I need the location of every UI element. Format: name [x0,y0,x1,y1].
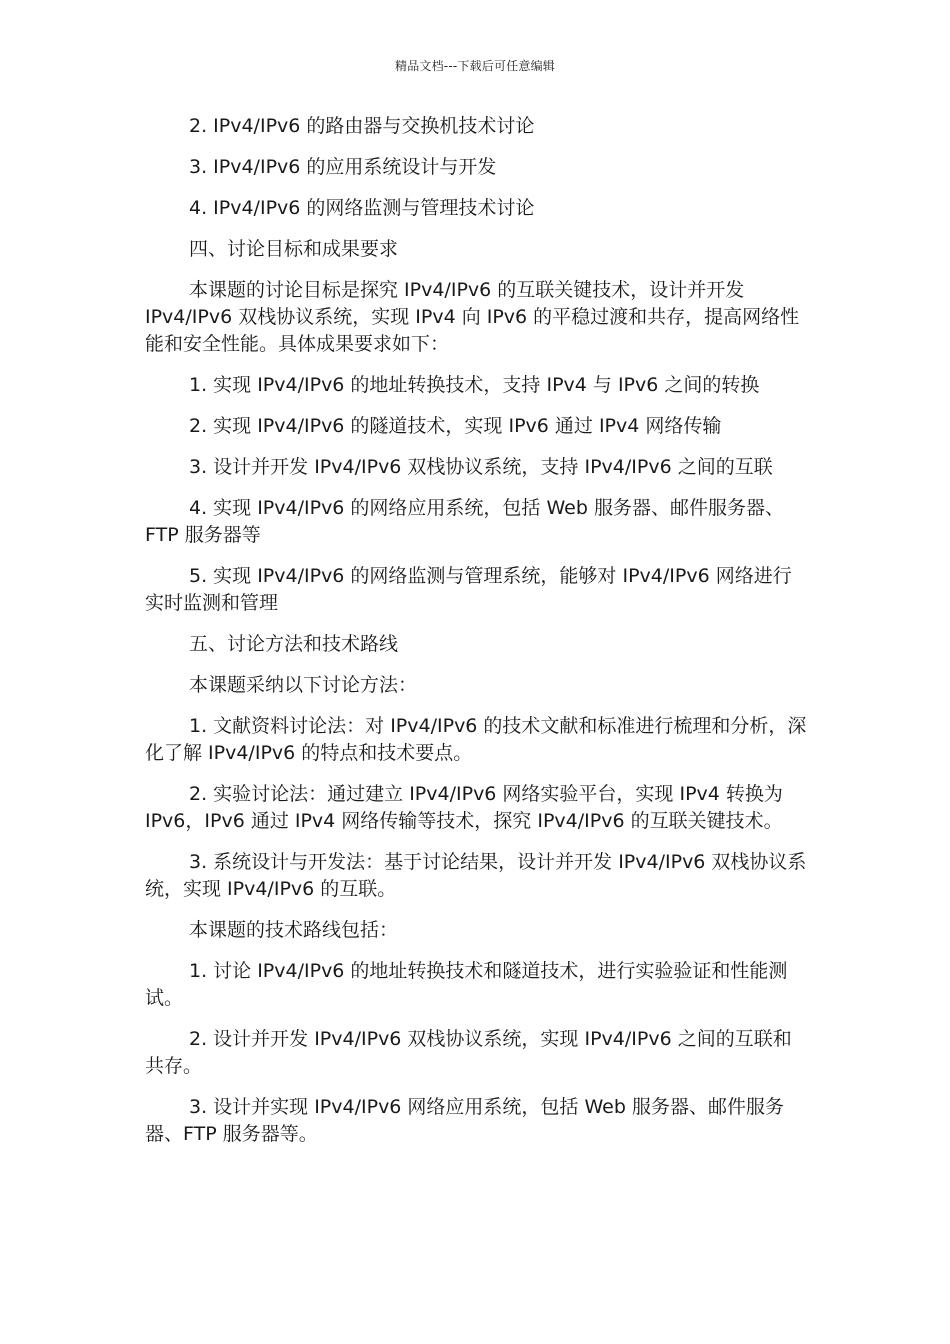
list-item: 3. IPv4/IPv6 的应用系统设计与开发 [189,156,497,178]
list-item: 1. 文献资料讨论法：对 IPv4/IPv6 的技术文献和标准进行梳理和分析，深化了解 IPv4/IPv6 的特点和技术要点。 [145,715,807,764]
list-item: 2. 实验讨论法：通过建立 IPv4/IPv6 网络实验平台，实现 IPv4 转换为 IPv6，IPv6 通过 IPv4 网络传输等技术，探究 IPv4/IPv6 的互联关键技术。 [145,783,783,832]
list-item: 4. 实现 IPv4/IPv6 的网络应用系统，包括 Web 服务器、邮件服务器、FTP 服务器等 [145,497,784,546]
list-item: 2. 实现 IPv4/IPv6 的隧道技术，实现 IPv6 通过 IPv4 网络传输 [189,415,722,437]
list-item: 3. 设计并开发 IPv4/IPv6 双栈协议系统，支持 IPv4/IPv6 之间的互联 [189,456,773,478]
list-item: 2. IPv4/IPv6 的路由器与交换机技术讨论 [189,115,535,137]
section-heading: 四、讨论目标和成果要求 [189,238,399,260]
list-item: 1. 讨论 IPv4/IPv6 的地址转换技术和隧道技术，进行实验验证和性能测试。 [145,960,788,1009]
list-item: 3. 设计并实现 IPv4/IPv6 网络应用系统，包括 Web 服务器、邮件服务器、FTP 服务器等。 [145,1096,784,1145]
page-header: 精品文档---下载后可任意编辑 [395,59,555,73]
section-heading: 五、讨论方法和技术路线 [189,633,399,655]
body-paragraph: 本课题的技术路线包括： [189,919,399,941]
list-item: 5. 实现 IPv4/IPv6 的网络监测与管理系统，能够对 IPv4/IPv6 网络进行实时监测和管理 [145,565,792,614]
list-item: 3. 系统设计与开发法：基于讨论结果，设计并开发 IPv4/IPv6 双栈协议系统，实现 IPv4/IPv6 的互联。 [145,851,807,900]
body-paragraph: 本课题的讨论目标是探究 IPv4/IPv6 的互联关键技术，设计并开发 IPv4/IPv6 双栈协议系统，实现 IPv4 向 IPv6 的平稳过渡和共存，提高网络性能和安全性能。具体成果要求如下： [145,279,800,355]
list-item: 4. IPv4/IPv6 的网络监测与管理技术讨论 [189,197,535,219]
list-item: 1. 实现 IPv4/IPv6 的地址转换技术，支持 IPv4 与 IPv6 之间的转换 [189,374,760,396]
document-body [145,113,810,1162]
list-item: 2. 设计并开发 IPv4/IPv6 双栈协议系统，实现 IPv4/IPv6 之间的互联和共存。 [145,1028,792,1077]
body-paragraph: 本课题采纳以下讨论方法： [189,674,418,696]
